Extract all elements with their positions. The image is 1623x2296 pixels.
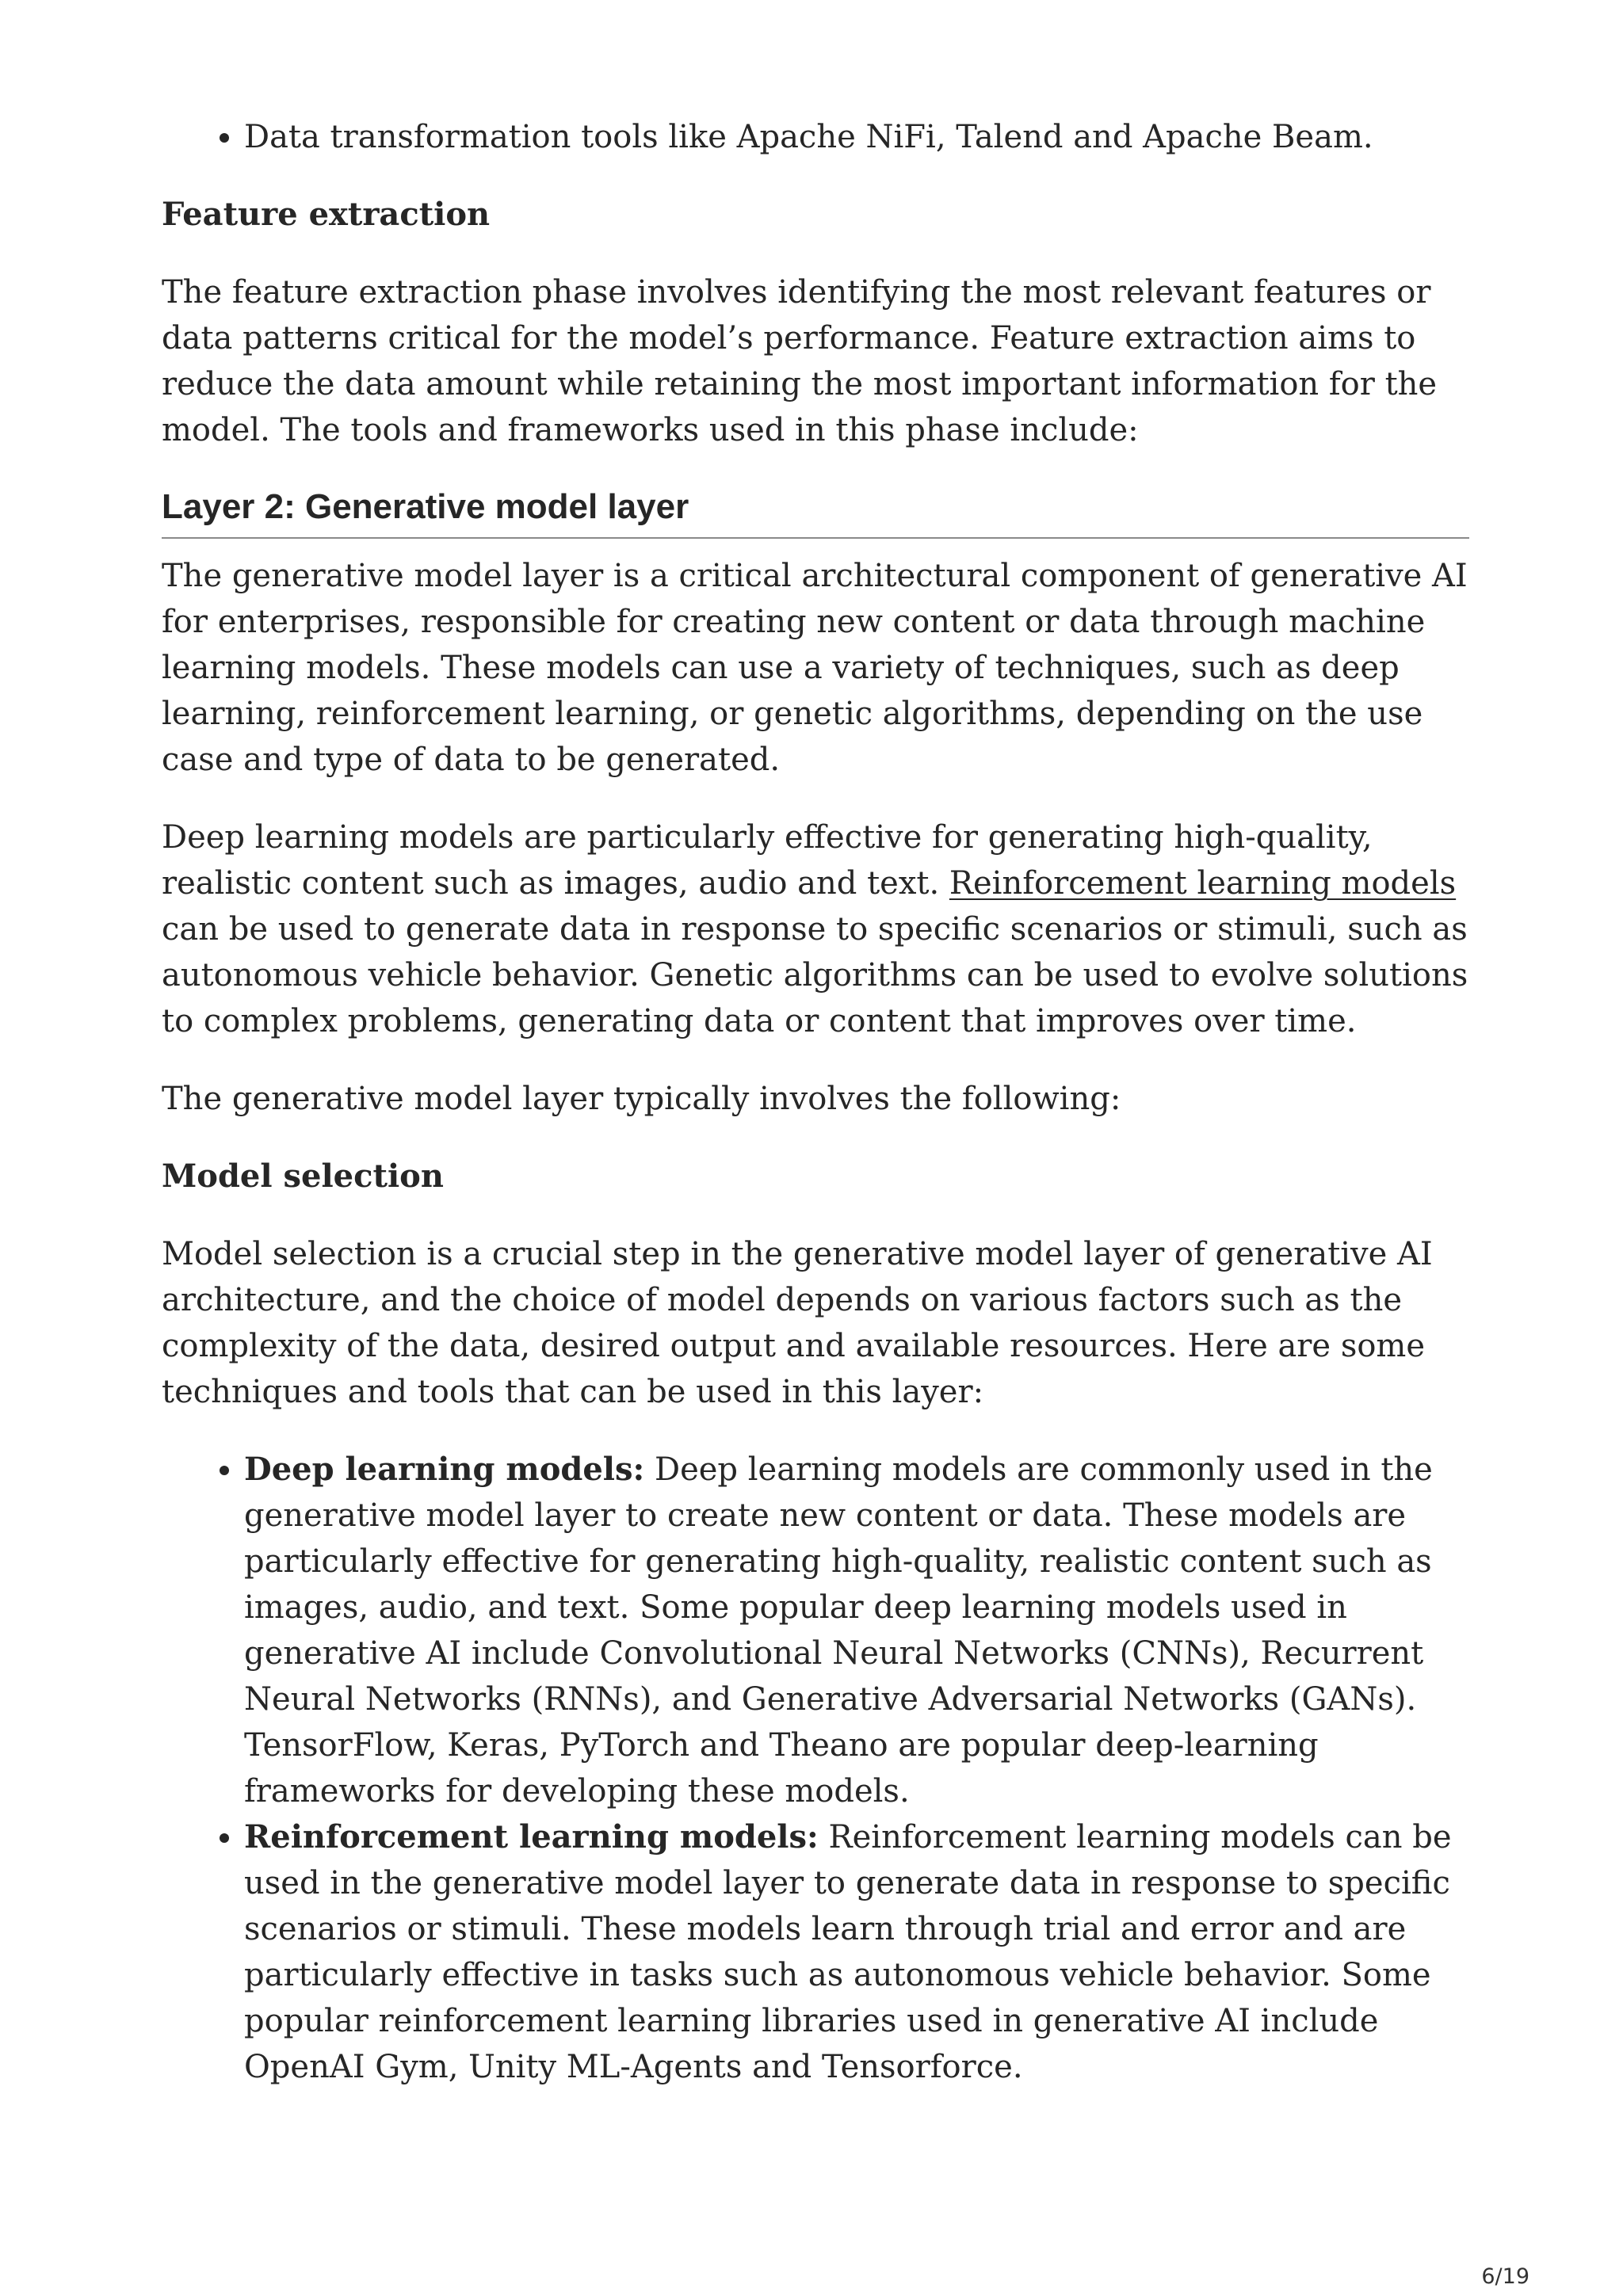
list-item-deep-learning xyxy=(244,1447,1469,1814)
layer2-heading: Layer 2: Generative model layer xyxy=(162,485,1469,539)
paragraph-text: Deep learning models are particularly effective for generating high-quality, realistic content such as images, audio and text. xyxy=(162,819,1373,902)
reinforcement-learning-models-link[interactable]: Reinforcement learning models xyxy=(949,865,1457,902)
feature-extraction-heading: Feature extraction xyxy=(162,196,491,233)
model-selection-heading: Model selection xyxy=(162,1158,444,1195)
model-selection-paragraph: Model selection is a crucial step in the generative model layer of generative AI architecture, and the choice of model depends on various factors such as the complexity of the data, desired output and available resources. Here are some techniques and tools that can be used in this layer: xyxy=(162,1236,1433,1410)
layer2-paragraph-2 xyxy=(162,814,1469,1044)
list-item-text: Deep learning models are commonly used in the generative model layer to create new content or data. These models are particularly effective for generating high-quality, realistic content such as images, audio, and text. Some popular deep learning models used in generative AI include Convolutional Neural Networks (CNNs), Recurrent Neural Networks (RNNs), and Generative Adversarial Networks (GANs). TensorFlow, Keras, PyTorch and Theano are popular deep-learning frameworks for developing these models. xyxy=(244,1451,1433,1810)
feature-extraction-paragraph: The feature extraction phase involves identifying the most relevant features or data patterns critical for the model’s performance. Feature extraction aims to reduce the data amount while retaining the most important information for the model. The tools and frameworks used in this phase include: xyxy=(162,274,1438,448)
list-item-term: Deep learning models: xyxy=(244,1451,645,1488)
layer2-paragraph-3: The generative model layer typically involves the following: xyxy=(162,1081,1121,1117)
article-content xyxy=(162,114,1469,2122)
list-item-reinforcement-learning xyxy=(244,1814,1469,2090)
list-item: • Data transformation tools like Apache NiFi, Talend and Apache Beam. xyxy=(244,114,1469,160)
list-item-text: Reinforcement learning models can be used in the generative model layer to generate data in response to specific scenarios or stimuli. These models learn through trial and error and are particularly effective in tasks such as autonomous vehicle behavior. Some popular reinforcement learning libraries used in generative AI include OpenAI Gym, Unity ML-Agents and Tensorforce. xyxy=(244,1819,1452,2085)
tools-list xyxy=(162,114,1469,160)
layer2-paragraph-1: The generative model layer is a critical architectural component of generative AI for enterprises, responsible for creating new content or data through machine learning models. These models can use a variety of techniques, such as deep learning, reinforcement learning, or genetic algorithms, depending on the use case and type of data to be generated. xyxy=(162,558,1468,778)
page-number: 6/19 xyxy=(1481,2264,1529,2289)
paragraph-text: can be used to generate data in response to specific scenarios or stimuli, such as autonomous vehicle behavior. Genetic algorithms can be used to evolve solutions to complex problems, generating data or content that improves over time. xyxy=(162,911,1468,1039)
model-types-list xyxy=(162,1447,1469,2090)
list-item-term: Reinforcement learning models: xyxy=(244,1818,819,1855)
